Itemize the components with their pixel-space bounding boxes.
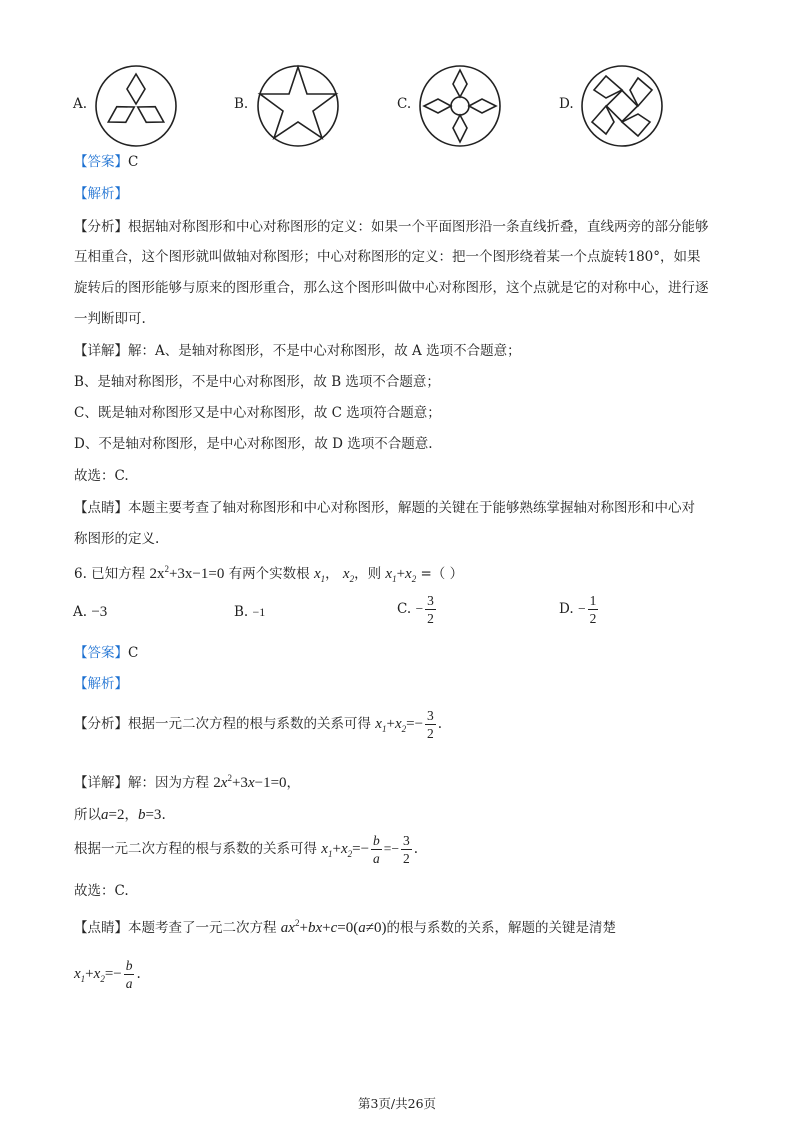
xiangjie-tag: 【详解】 <box>74 343 128 359</box>
q6-xiangjie-line-2: 所以a=2，b=3. <box>74 807 166 823</box>
option-a-figure <box>94 64 178 148</box>
fenxi-text: 根据轴对称图形和中心对称图形的定义：如果一个平面图形沿一条直线折叠，直线两旁的部分能够 <box>128 219 709 235</box>
page-footer: 第3页/共26页 <box>357 1096 437 1111</box>
q6-stem-mid: 有两个实数根 <box>228 566 310 582</box>
q6-xiangjie-line-1: 【详解】解：因为方程 $2x^2+3x-1=0$， <box>74 773 301 791</box>
q5-dianjing-line-2: 称图形的定义. <box>74 531 160 547</box>
answer-value: C <box>128 154 139 170</box>
q6-stem-prefix: 6. 已知方程 <box>74 566 146 582</box>
fenxi-tag: 【分析】 <box>74 219 128 235</box>
q6-option-c: C. − $\frac{3}{2}$ <box>397 593 434 626</box>
q5-xiangjie-line-1 <box>74 339 521 359</box>
dianjing-text: 本题主要考查了轴对称图形和中心对称图形，解题的关键在于能够熟练掌握轴对称图形和中心对 <box>128 500 695 516</box>
q5-fenxi-line-1 <box>74 215 709 235</box>
q6-option-d: D. − $\frac{1}{2}$ <box>559 593 597 626</box>
q5-xiangjie-line-3: C、既是轴对称图形又是中心对称图形，故 C 选项符合题意； <box>74 405 441 421</box>
q6-option-b: B. −1 <box>234 604 266 620</box>
q6-xiangjie-line-3: 根据一元二次方程的根与系数的关系可得 $x_1+x_2=-$ $\frac{b}{a}$ =− $\frac{3}{2}$ . <box>74 833 419 866</box>
option-b-figure <box>256 64 340 148</box>
q5-dianjing-line-1 <box>74 496 695 516</box>
q6-fenxi: 【分析】根据一元二次方程的根与系数的关系可得 $x_1+x_2=-$ $\frac{3}{2}$ . <box>74 708 443 741</box>
q6-stem: 6. 已知方程 $2x^2+3x-1=0$ 有两个实数根 $x_1$， $x_2$，则 $x_1+x_2$ =（ ） <box>74 564 464 584</box>
option-d-figure <box>580 64 664 148</box>
option-c-label: C. <box>397 96 412 112</box>
answer-tag: 【答案】 <box>74 154 128 170</box>
q5-answer <box>74 150 138 170</box>
q5-xiangjie-line-2: B、是轴对称图形，不是中心对称图形，故 B 选项不合题意； <box>74 374 440 390</box>
q6-root-1: $x_1$ <box>313 566 326 584</box>
q5-fenxi-line-2: 互相重合，这个图形就叫做轴对称图形；中心对称图形的定义：把一个图形绕着某一个点旋转180°，如果 <box>74 249 701 265</box>
q6-dianjing-line-1: 【点睛】本题考查了一元二次方程 $ax^2+bx+c=0(a\ne 0)$的根与系数的关系，解题的关键是清楚 <box>74 918 616 936</box>
dianjing-tag: 【点睛】 <box>74 500 128 516</box>
option-d-label: D. <box>559 96 574 112</box>
q5-fenxi-line-3: 旋转后的图形能够与原来的图形重合，那么这个图形叫做中心对称图形，这个点就是它的对称中心，进行逐 <box>74 280 709 296</box>
q6-sum-expr: $x_1+x_2$ <box>385 566 417 584</box>
q5-xiangjie-line-4: D、不是轴对称图形，是中心对称图形，故 D 选项不合题意. <box>74 436 433 452</box>
q6-analysis-heading: 【解析】 <box>74 676 128 692</box>
q6-answer: 【答案】C <box>74 645 139 661</box>
q5-analysis-heading: 【解析】 <box>74 186 128 202</box>
option-a-label: A. <box>73 96 88 112</box>
option-c-figure <box>418 64 502 148</box>
q6-dianjing-line-2: $x_1+x_2=-$ $\frac{b}{a}$ . <box>74 958 141 991</box>
xiangjie-text: 解：A、是轴对称图形，不是中心对称图形，故 A 选项不合题意； <box>128 343 521 359</box>
q5-choose: 故选：C. <box>74 468 129 484</box>
option-b-label: B. <box>234 96 249 112</box>
q6-paren: =（ ） <box>420 566 464 582</box>
q5-fenxi-line-4: 一判断即可. <box>74 311 146 327</box>
q6-choose: 故选：C. <box>74 883 129 899</box>
q6-option-a: A. −3 <box>73 604 108 620</box>
q6-equation: $2x^2+3x-1=0$ <box>149 564 225 582</box>
q6-root-2: $x_2$ <box>342 566 355 584</box>
